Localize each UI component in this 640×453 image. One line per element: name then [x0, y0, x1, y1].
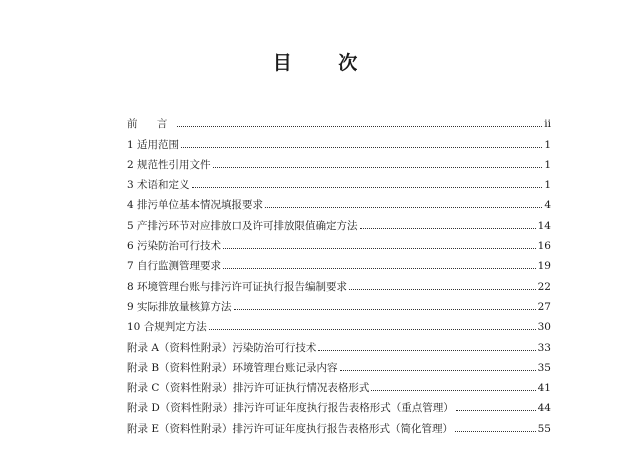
- dot-leader: [181, 147, 542, 148]
- toc-entry[interactable]: [127, 211, 551, 231]
- toc-entry-label: 附录 B（资料性附录）环境管理台账记录内容: [127, 361, 338, 374]
- toc-entry-label: 2 规范性引用文件: [127, 158, 211, 171]
- dot-leader: [340, 370, 536, 371]
- dot-leader: [223, 248, 536, 249]
- toc-entry-page: 27: [537, 300, 551, 313]
- toc-entry-label: 10 合规判定方法: [127, 321, 207, 334]
- toc-entry-page: 33: [537, 341, 551, 354]
- toc-entry[interactable]: [127, 171, 551, 191]
- page-title: 目 次: [272, 52, 378, 74]
- table-of-contents: [127, 110, 551, 435]
- toc-entry-page: 4: [544, 199, 551, 212]
- toc-entry-label: 附录 D（资料性附录）排污许可证年度执行报告表格形式（重点管理）: [127, 402, 454, 415]
- toc-entry[interactable]: [127, 252, 551, 272]
- toc-entry-page: 14: [537, 219, 551, 232]
- toc-entry[interactable]: [127, 232, 551, 252]
- dot-leader: [177, 126, 542, 127]
- dot-leader: [349, 289, 536, 290]
- toc-entry-label: 7 自行监测管理要求: [127, 260, 222, 273]
- toc-entry-label: 附录 A（资料性附录）污染防治可行技术: [127, 341, 317, 354]
- toc-entry-page: 1: [544, 138, 551, 151]
- toc-entry-label: 1 适用范围: [127, 138, 180, 151]
- toc-entry-page: 44: [537, 402, 551, 415]
- toc-entry-label: 附录 E（资料性附录）排污许可证年度执行报告表格形式（简化管理）: [127, 422, 454, 435]
- toc-entry[interactable]: [127, 110, 551, 130]
- dot-leader: [371, 390, 535, 391]
- toc-entry[interactable]: [127, 333, 551, 353]
- dot-leader: [234, 309, 536, 310]
- toc-entry[interactable]: [127, 293, 551, 313]
- toc-entry-label: 6 污染防治可行技术: [127, 240, 222, 253]
- toc-entry-page: ii: [544, 118, 551, 131]
- toc-entry-label: 8 环境管理台账与排污许可证执行报告编制要求: [127, 280, 348, 293]
- dot-leader: [360, 228, 536, 229]
- toc-entry-page: 41: [537, 382, 551, 395]
- toc-entry-label: 3 术语和定义: [127, 179, 190, 192]
- dot-leader: [265, 207, 542, 208]
- dot-leader: [223, 268, 536, 269]
- toc-entry[interactable]: [127, 191, 551, 211]
- toc-entry-label: 9 实际排放量核算方法: [127, 300, 232, 313]
- toc-entry-page: 30: [537, 321, 551, 334]
- toc-entry-page: 1: [544, 179, 551, 192]
- toc-entry-label: 4 排污单位基本情况填报要求: [127, 199, 264, 212]
- toc-entry-page: 19: [537, 260, 551, 273]
- dot-leader: [209, 329, 536, 330]
- toc-entry[interactable]: [127, 414, 551, 434]
- toc-entry[interactable]: [127, 151, 551, 171]
- toc-entry[interactable]: [127, 130, 551, 150]
- toc-entry[interactable]: [127, 354, 551, 374]
- toc-entry-label: 5 产排污环节对应排放口及许可排放限值确定方法: [127, 219, 358, 232]
- dot-leader: [456, 410, 536, 411]
- toc-entry[interactable]: [127, 313, 551, 333]
- toc-entry-page: 35: [537, 361, 551, 374]
- toc-entry-page: 16: [537, 240, 551, 253]
- toc-entry-page: 55: [537, 422, 551, 435]
- toc-entry-page: 22: [537, 280, 551, 293]
- dot-leader: [455, 431, 536, 432]
- toc-entry-label: 前 言: [127, 118, 176, 131]
- dot-leader: [192, 187, 543, 188]
- toc-entry-label: 附录 C（资料性附录）排污许可证执行情况表格形式: [127, 382, 370, 395]
- dot-leader: [213, 167, 543, 168]
- dot-leader: [318, 350, 535, 351]
- toc-entry[interactable]: [127, 394, 551, 414]
- toc-entry[interactable]: [127, 272, 551, 292]
- toc-entry-page: 1: [544, 158, 551, 171]
- toc-entry[interactable]: [127, 374, 551, 394]
